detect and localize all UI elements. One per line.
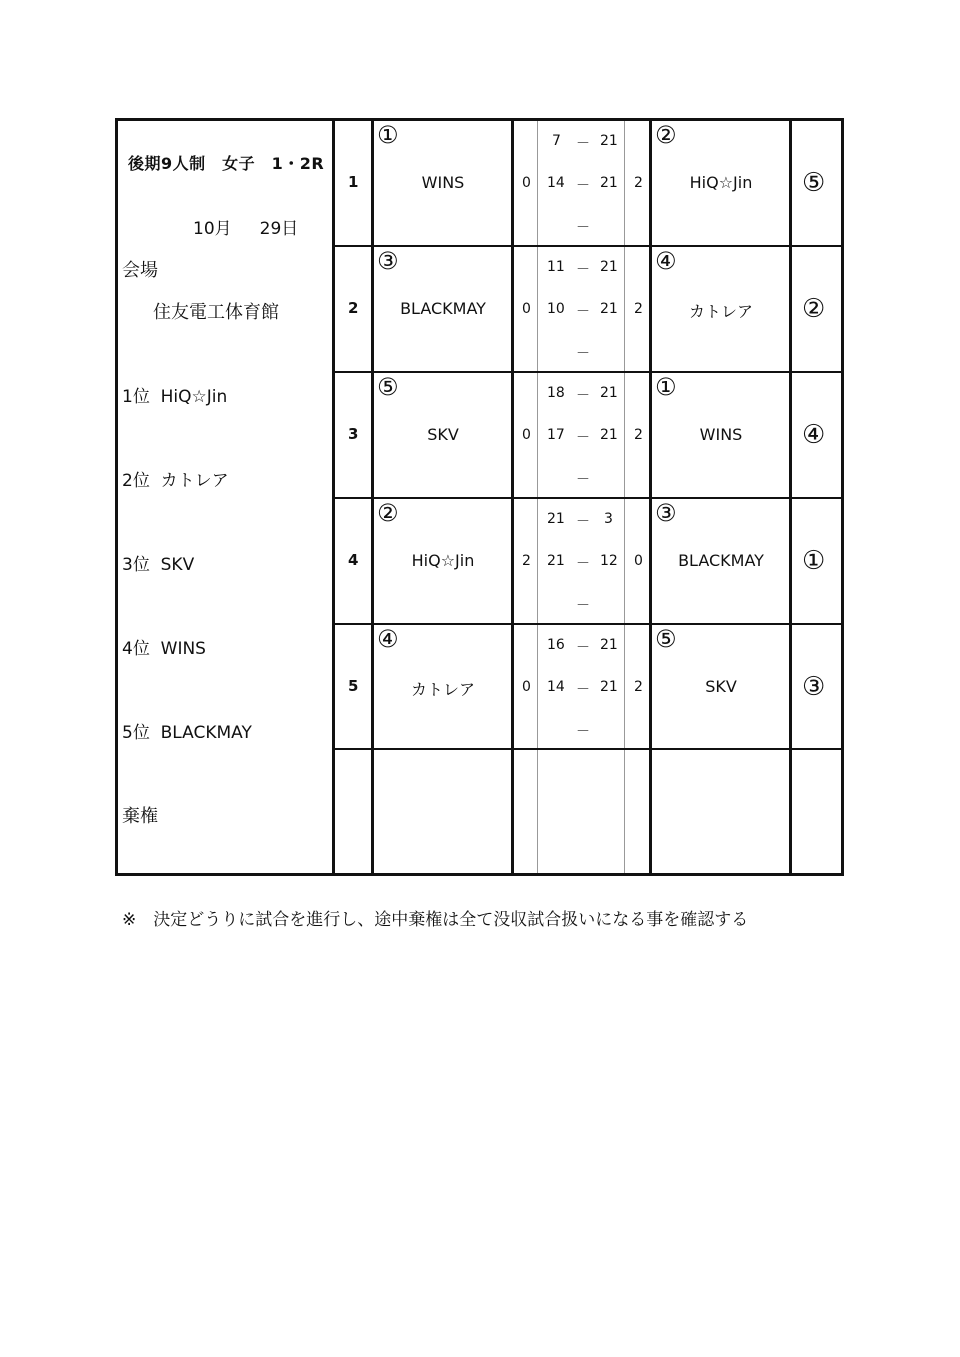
match-row [332,373,841,499]
match-number: 4 [348,551,359,569]
forfeit-label: 棄権 [122,806,158,827]
score-dash: － [576,430,590,446]
match-row [332,499,841,625]
left-seed: ⑤ [377,373,399,401]
match-row [332,247,841,373]
left-team: WINS [421,173,465,192]
standing-team: カトレア [160,471,229,491]
set1-left-score: 7 [552,133,561,149]
score-dash: － [576,346,590,362]
set1-right-score: 21 [600,259,618,275]
standing-row [122,550,194,575]
right-sets-won: 0 [634,553,643,569]
left-seed: ④ [377,625,399,653]
standing-row [122,382,227,407]
score-dash: － [576,682,590,698]
referee-team: ① [802,546,826,576]
standing-row [122,634,206,659]
right-seed: ① [655,373,677,401]
left-sets-won: 0 [522,427,531,443]
match-number: 2 [348,299,359,317]
set2-right-score: 21 [600,175,618,191]
event-day: 29日 [259,219,299,239]
left-sets-won: 0 [522,301,531,317]
right-team: WINS [699,425,743,444]
standing-team: BLACKMAY [160,723,252,743]
left-seed: ③ [377,247,399,275]
referee-team: ③ [802,672,826,702]
match-number: 3 [348,425,359,443]
right-sets-won: 2 [634,175,643,191]
event-month: 10月 [193,219,232,239]
right-team: SKV [705,677,737,696]
left-sets-won: 0 [522,175,531,191]
match-number: 5 [348,677,359,695]
standing-row [122,718,252,743]
right-seed: ③ [655,499,677,527]
standing-team: WINS [160,639,206,659]
right-sets-won: 2 [634,301,643,317]
referee-team: ② [802,294,826,324]
right-seed: ② [655,121,677,149]
right-sets-won: 2 [634,679,643,695]
score-dash: － [576,640,590,656]
score-dash: － [576,514,590,530]
standing-rank: 5位 [122,723,150,743]
set2-left-score: 10 [547,301,565,317]
standing-rank: 1位 [122,387,150,407]
right-team: HiQ☆Jin [689,173,753,192]
standing-team: HiQ☆Jin [160,387,228,407]
standing-rank: 3位 [122,555,150,575]
footnote: ※ 決定どうりに試合を進行し、途中棄権は全て没収試合扱いになる事を確認する [122,910,749,930]
set1-left-score: 18 [547,385,565,401]
referee-team: ⑤ [802,168,826,198]
set2-right-score: 21 [600,301,618,317]
set1-left-score: 11 [547,259,565,275]
left-seed: ① [377,121,399,149]
venue-label: 会場 [122,260,158,281]
standing-rank: 4位 [122,639,150,659]
right-seed: ④ [655,247,677,275]
left-team: BLACKMAY [400,299,486,318]
set2-left-score: 21 [547,553,565,569]
standing-rank: 2位 [122,471,150,491]
info-panel [118,121,332,873]
score-dash: － [576,556,590,572]
set1-right-score: 3 [604,511,613,527]
score-dash: － [576,472,590,488]
match-number: 1 [348,173,359,191]
score-dash: － [576,262,590,278]
right-seed: ⑤ [655,625,677,653]
set2-left-score: 14 [547,679,565,695]
score-dash: － [576,388,590,404]
set1-right-score: 21 [600,385,618,401]
set2-left-score: 14 [547,175,565,191]
set2-left-score: 17 [547,427,565,443]
set1-right-score: 21 [600,133,618,149]
set1-left-score: 16 [547,637,565,653]
left-team: HiQ☆Jin [411,551,475,570]
match-row [332,625,841,751]
set2-right-score: 12 [600,553,618,569]
set2-right-score: 21 [600,679,618,695]
referee-team: ④ [802,420,826,450]
match-row [332,121,841,247]
standing-team: SKV [160,555,195,575]
set1-left-score: 21 [547,511,565,527]
left-sets-won: 0 [522,679,531,695]
score-dash: － [576,178,590,194]
set2-right-score: 21 [600,427,618,443]
page-title: 後期9人制 女子 1・2R [128,154,325,173]
left-seed: ② [377,499,399,527]
set1-right-score: 21 [600,637,618,653]
venue-name: 住友電工体育館 [153,302,279,323]
left-team: カトレア [410,680,476,699]
score-dash: － [576,220,590,236]
right-sets-won: 2 [634,427,643,443]
right-team: BLACKMAY [678,551,764,570]
standing-row [122,466,229,491]
score-dash: － [576,598,590,614]
right-team: カトレア [688,302,754,321]
event-date [193,214,298,239]
score-dash: － [576,304,590,320]
left-team: SKV [427,425,459,444]
score-dash: － [576,136,590,152]
left-sets-won: 2 [522,553,531,569]
score-dash: － [576,724,590,740]
